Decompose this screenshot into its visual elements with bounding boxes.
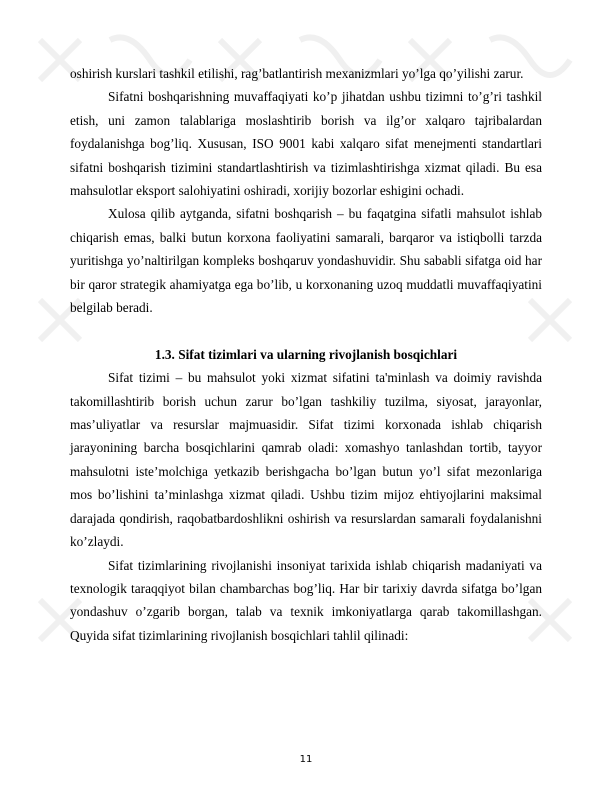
paragraph-iso-standards: Sifatni boshqarishning muvaffaqiyati ko’p jihatdan ushbu tizimni to’g’ri tashkil etish, uni zamon talablariga moslashtirib borish va ilg’or xalqaro tajribalardan foydalanishga bog’liq. Xususan, ISO 9001 kabi xalqaro sifat menejmenti standartlari sifatni boshqarish tizimini standartlashtirish va tizimlashtirishga xizmat qiladi. Bu esa mahsulotlar eksport salohiyatini oshiradi, xorijiy bozorlar eshigini ochadi. <box>70 89 542 199</box>
document-page <box>70 62 542 647</box>
paragraph-quality-system-definition: Sifat tizimi – bu mahsulot yoki xizmat sifatini ta'minlash va doimiy ravishda takomillashtirib borish uchun zarur bo’lgan tashkiliy tuzilma, siyosat, jarayonlar, mas’uliyatlar va resurslar majmuasidir. Sifat tizimi korxonada ishlab chiqarish jarayonining barcha bosqichlarini qamrab oladi: xomashyo tanlashdan tortib, tayyor mahsulotni iste’molchiga yetkazib berishgacha bo’lgan butun yo’l sifat mezonlariga mos bo’lishini ta’minlashga xizmat qiladi. Ushbu tizim mijoz ehtiyojlarini maksimal darajada qondirish, raqobatbardoshlikni oshirish va resurslardan samarali foydalanishni ko’zlaydi. <box>70 370 542 550</box>
paragraph-continuation: oshirish kurslari tashkil etilishi, rag’batlantirish mexanizmlari yo’lga qo’yilishi zarur. <box>70 66 524 81</box>
section-heading: 1.3. Sifat tizimlari va ularning rivojlanish bosqichlari <box>154 346 458 362</box>
paragraph-quality-system-development: Sifat tizimlarining rivojlanishi insoniyat tarixida ishlab chiqarish madaniyati va texnologik taraqqiyot bilan chambarchas bog’liq. Har bir tarixiy davrda sifatga bo’lgan yondashuv o’zgarib borgan, talab va texnik imkoniyatlarga qarab takomillashgan. Quyida sifat tizimlarining rivojlanish bosqichlari tahlil qilinadi: <box>70 557 542 643</box>
paragraph-conclusion: Xulosa qilib aytganda, sifatni boshqarish – bu faqatgina sifatli mahsulot ishlab chiqarish emas, balki butun korxona faoliyatini samarali, barqaror va istiqbolli tarzda yuritishga yo’naltirilgan kompleks boshqaruv yondashuvidir. Shu sababli sifatga oid har bir qaror strategik ahamiyatga ega bo’lib, u korxonaning uzoq muddatli muvaffaqiyatini belgilab beradi. <box>70 206 542 316</box>
page-number: 11 <box>299 754 313 765</box>
